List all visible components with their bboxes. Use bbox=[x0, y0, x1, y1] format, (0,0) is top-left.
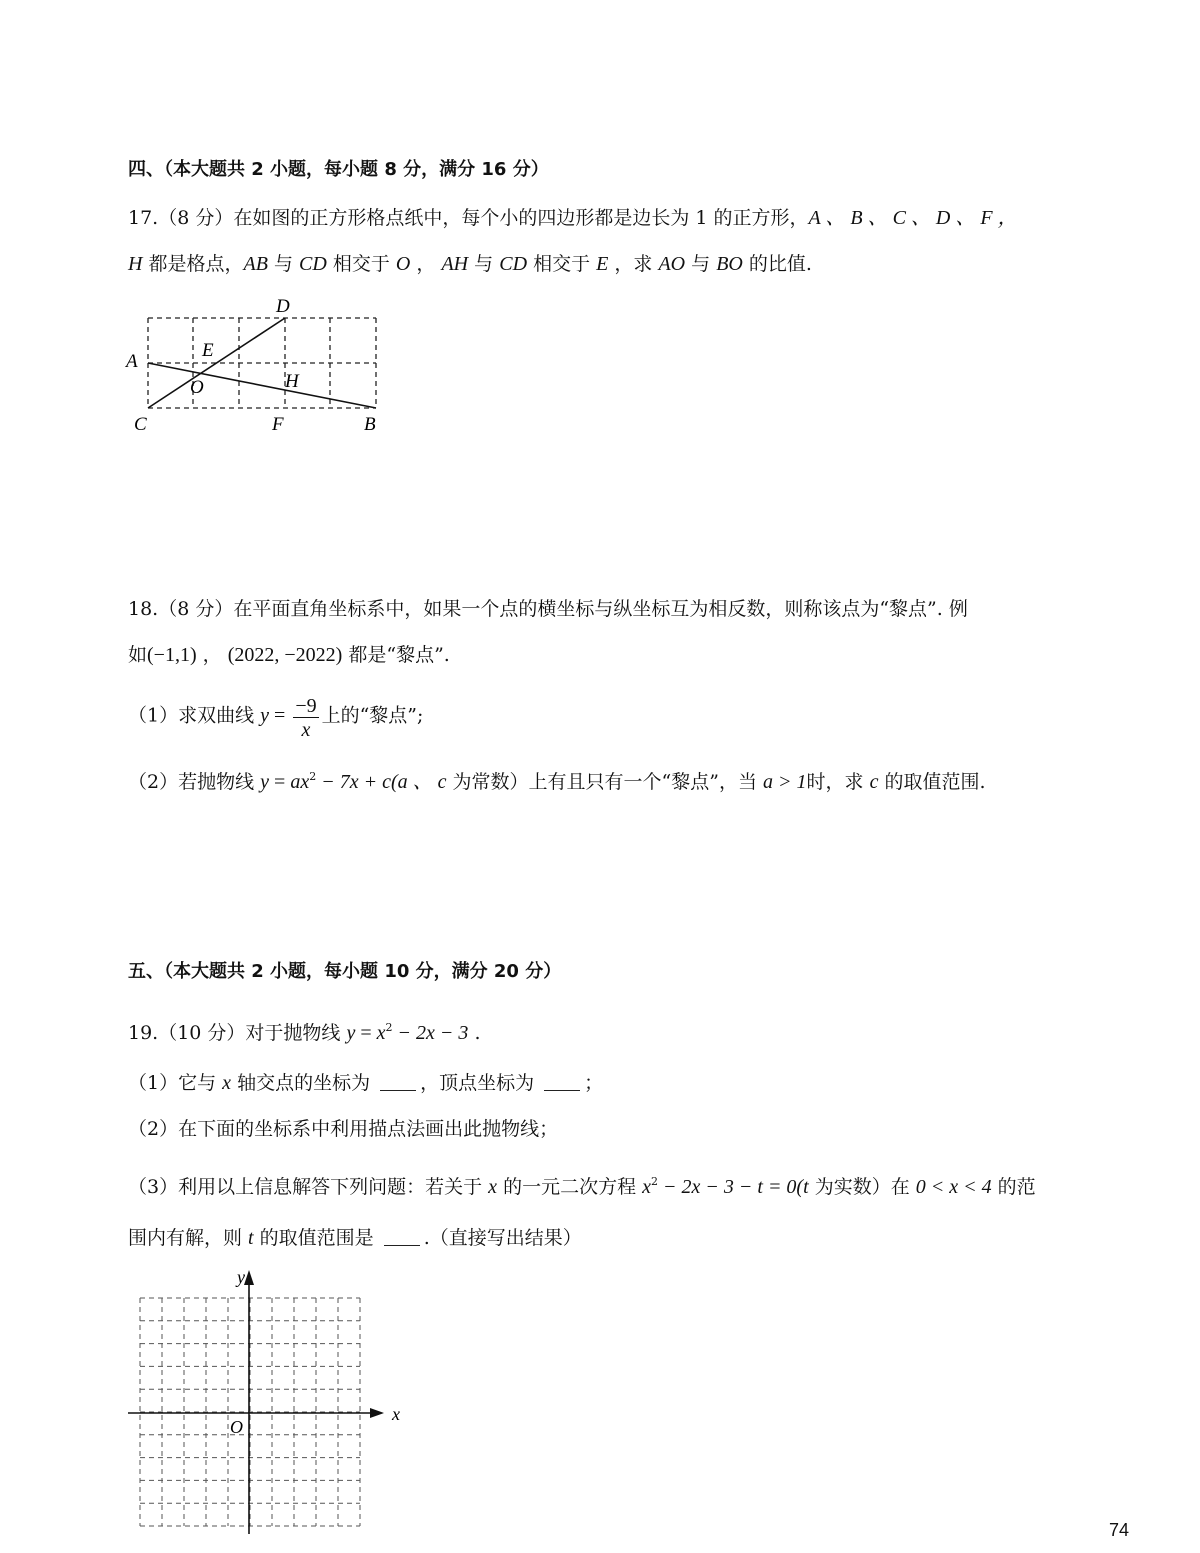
example-point-2: (2022, −2022) bbox=[227, 644, 343, 666]
example-point-1: (−1,1) bbox=[147, 644, 197, 666]
dashed-grid bbox=[148, 318, 376, 408]
q17-points-list: A 、 B 、 C 、 D 、 F ， bbox=[808, 207, 1018, 229]
text: ， bbox=[410, 253, 442, 275]
fraction bbox=[293, 695, 318, 742]
q18-line-2 bbox=[128, 643, 450, 667]
label-o: O bbox=[190, 377, 204, 398]
dashed-grid bbox=[140, 1298, 360, 1526]
text: 为实数）在 bbox=[808, 1176, 916, 1198]
answer-blank-vertex[interactable] bbox=[544, 1074, 580, 1091]
point-e: E bbox=[596, 253, 609, 275]
segment-cd: CD bbox=[299, 253, 327, 275]
var-x: x bbox=[642, 1176, 652, 1198]
text: 都是“黎点”. bbox=[342, 644, 450, 666]
section-5-heading: 五、（本大题共 2 小题，每小题 10 分，满分 20 分） bbox=[128, 961, 562, 982]
label-b: B bbox=[364, 414, 376, 435]
label-e: E bbox=[202, 340, 214, 361]
var-x: x bbox=[222, 1072, 232, 1094]
point-o: O bbox=[395, 253, 411, 275]
term-ax: ax bbox=[290, 771, 310, 793]
text: 的取值范围是 bbox=[253, 1227, 380, 1249]
origin-label: O bbox=[230, 1417, 243, 1437]
text: .（直接写出结果） bbox=[423, 1227, 582, 1249]
answer-blank-intercepts[interactable] bbox=[380, 1074, 416, 1091]
y-axis-arrow-icon bbox=[244, 1270, 254, 1285]
text: 的取值范围. bbox=[878, 771, 986, 793]
q19-part-2: （2）在下面的坐标系中利用描点法画出此抛物线； bbox=[128, 1118, 559, 1140]
exponent: 2 bbox=[309, 770, 317, 783]
x-axis-arrow-icon bbox=[370, 1408, 384, 1418]
exponent: 2 bbox=[651, 1175, 659, 1188]
var-x: x bbox=[488, 1176, 498, 1198]
text: ，顶点坐标为 bbox=[420, 1072, 541, 1094]
segment-cd: CD bbox=[499, 253, 528, 275]
point-h: H bbox=[128, 253, 143, 275]
text: 都是格点， bbox=[142, 253, 244, 275]
label-d: D bbox=[276, 296, 290, 317]
text: 如 bbox=[128, 644, 148, 666]
x-axis-label: x bbox=[392, 1404, 400, 1424]
text: 与 bbox=[267, 253, 300, 275]
text: ； bbox=[584, 1072, 604, 1094]
text: 轴交点的坐标为 bbox=[231, 1072, 377, 1094]
y-axis-label: y bbox=[237, 1267, 245, 1287]
text: 与 bbox=[468, 253, 500, 275]
var-t: t bbox=[248, 1227, 254, 1249]
page-number: 74 bbox=[1109, 1520, 1130, 1540]
text: （2）若抛物线 bbox=[128, 771, 261, 793]
text: 的一元二次方程 bbox=[497, 1176, 643, 1198]
text: 相交于 bbox=[527, 253, 597, 275]
var-y: y bbox=[346, 1022, 356, 1044]
q19-part-1 bbox=[128, 1071, 603, 1095]
text: 与 bbox=[685, 253, 717, 275]
label-h: H bbox=[285, 371, 299, 392]
exponent: 2 bbox=[385, 1021, 393, 1034]
text: （1）它与 bbox=[128, 1072, 223, 1094]
answer-blank-t-range[interactable] bbox=[384, 1229, 420, 1246]
label-c: C bbox=[134, 414, 147, 435]
var-y: y bbox=[260, 771, 270, 793]
q19-part-3 bbox=[128, 1170, 1036, 1199]
text: 相交于 bbox=[326, 253, 396, 275]
expression-rest: − 2x − 3 bbox=[392, 1022, 469, 1044]
q19-part-3-line-2 bbox=[128, 1226, 582, 1250]
q18-part-2 bbox=[128, 765, 986, 794]
denominator: x bbox=[301, 719, 311, 741]
var-x: x bbox=[376, 1022, 386, 1044]
segment-ab: AB bbox=[243, 253, 268, 275]
range-condition: 0 < x < 4 bbox=[915, 1176, 992, 1198]
q18-part-1 bbox=[128, 693, 423, 740]
label-a: A bbox=[126, 351, 138, 372]
var-c: c bbox=[869, 771, 879, 793]
text: 的范 bbox=[991, 1176, 1036, 1198]
label-f: F bbox=[272, 414, 284, 435]
text: （3）利用以上信息解答下列问题：若关于 bbox=[128, 1176, 489, 1198]
segment-ao: AO bbox=[658, 253, 686, 275]
text: 为常数）上有且只有一个“黎点”，当 bbox=[446, 771, 764, 793]
q17-line-1 bbox=[128, 206, 1018, 230]
segment-ah: AH bbox=[441, 253, 469, 275]
segment-bo: BO bbox=[716, 253, 743, 275]
q19-coordinate-grid bbox=[120, 1262, 420, 1542]
text: ， bbox=[196, 644, 228, 666]
var-y: y bbox=[260, 704, 270, 727]
condition: a > 1 bbox=[763, 771, 807, 793]
text: 时，求 bbox=[806, 771, 870, 793]
text: （1）求双曲线 bbox=[128, 704, 261, 727]
equation-rest: − 2x − 3 − t = 0(t bbox=[658, 1176, 809, 1198]
q17-stem-text: 17.（8 分）在如图的正方形格点纸中，每个小的四边形都是边长为 1 的正方形， bbox=[128, 207, 809, 229]
equals: = bbox=[355, 1022, 377, 1044]
q17-grid-figure bbox=[120, 290, 400, 440]
q19-stem bbox=[128, 1016, 481, 1045]
text: 的比值. bbox=[742, 253, 812, 275]
text: . bbox=[468, 1022, 481, 1044]
section-4-heading: 四、（本大题共 2 小题，每小题 8 分，满分 16 分） bbox=[128, 159, 549, 180]
equals: = bbox=[269, 771, 291, 793]
text: 19.（10 分）对于抛物线 bbox=[128, 1022, 347, 1044]
expression-rest: − 7x + c(a 、 c bbox=[316, 771, 447, 793]
q18-line-1: 18.（8 分）在平面直角坐标系中，如果一个点的横坐标与纵坐标互为相反数，则称该点为“黎点”. 例 bbox=[128, 598, 968, 620]
numerator: −9 bbox=[295, 695, 317, 717]
q17-line-2 bbox=[128, 252, 812, 276]
text: ，求 bbox=[608, 253, 659, 275]
text: 上的“黎点”; bbox=[321, 704, 424, 727]
text: 围内有解，则 bbox=[128, 1227, 249, 1249]
equals: = bbox=[269, 704, 291, 727]
